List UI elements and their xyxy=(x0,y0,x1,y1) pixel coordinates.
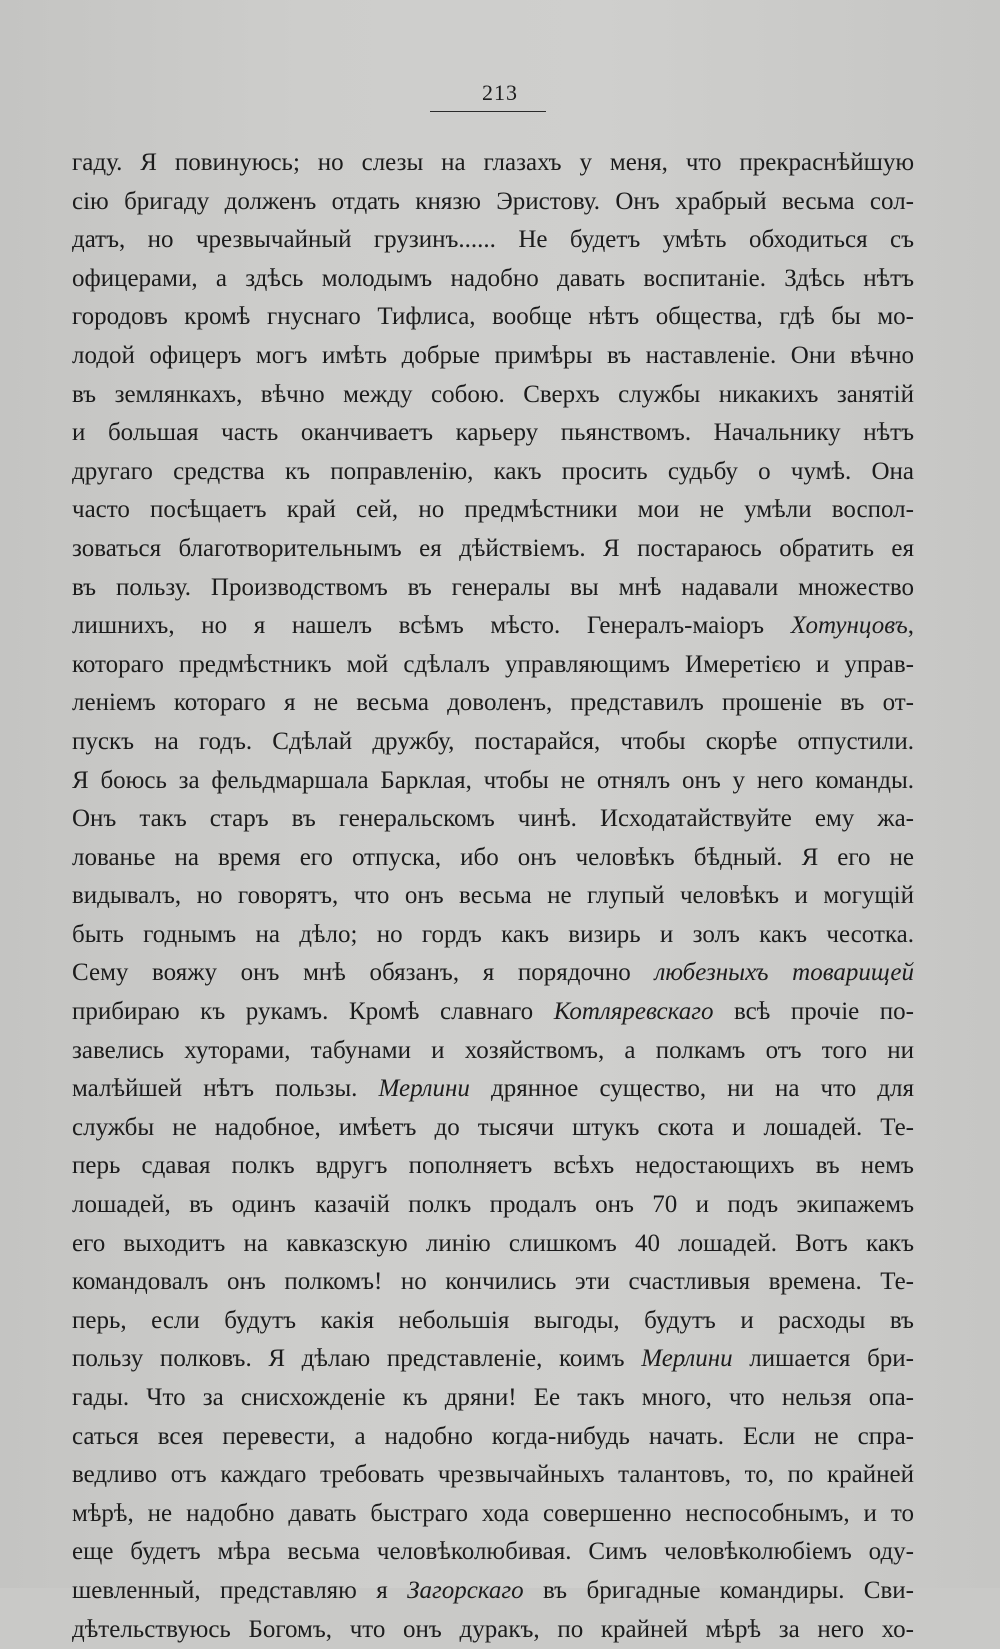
italic-name: Мерлини xyxy=(641,1345,733,1373)
text-segment: прибираю къ рукамъ. Кромѣ славнаго xyxy=(72,998,554,1026)
text-line: въ землянкахъ, вѣчно между собою. Сверхъ службы никакихъ занятій xyxy=(72,380,914,408)
text-line: видывалъ, но говорятъ, что онъ весьма не глупый человѣкъ и могущій xyxy=(72,882,914,910)
text-line: лованье на время его отпуска, ибо онъ человѣкъ бѣдный. Я его не xyxy=(72,843,914,871)
text-line: командовалъ онъ полкомъ! но кончились эти счастливыя времена. Те- xyxy=(72,1268,914,1296)
text-line xyxy=(72,954,914,993)
text-line: офицерами, а здѣсь молодымъ надобно давать воспитаніе. Здѣсь нѣтъ xyxy=(72,264,914,292)
text-line: саться всея перевести, а надобно когда-нибудь начать. Если не спра- xyxy=(72,1422,914,1450)
text-line: пускъ на годъ. Сдѣлай дружбу, постарайся, чтобы скорѣе отпустили. xyxy=(72,727,914,755)
text-line: въ пользу. Производствомъ въ генералы вы мнѣ надавали множество xyxy=(72,573,914,601)
text-segment: Сему вояжу онъ мнѣ обязанъ, я порядочно xyxy=(72,959,655,987)
text-line: ведливо отъ каждаго требовать чрезвычайныхъ талантовъ, то, по крайней xyxy=(72,1461,914,1489)
text-segment: всѣ прочіе по- xyxy=(713,998,914,1026)
text-line: лошадей, въ одинъ казачій полкъ продалъ онъ 70 и подъ экипажемъ xyxy=(72,1191,914,1219)
text-line: и большая часть оканчиваетъ карьеру пьянствомъ. Начальнику нѣтъ xyxy=(72,419,914,447)
text-line: завелись хуторами, табунами и хозяйствомъ, а полкамъ отъ того ни xyxy=(72,1036,914,1064)
text-line xyxy=(72,993,914,1032)
text-line: перь сдавая полкъ вдругъ пополняетъ всѣхъ недостающихъ въ немъ xyxy=(72,1152,914,1180)
text-line: Я боюсь за фельдмаршала Барклая, чтобы не отнялъ онъ у него команды. xyxy=(72,766,914,794)
text-line: перь, если будутъ какія небольшія выгоды, будутъ и расходы въ xyxy=(72,1306,914,1334)
text-line: леніемъ котораго я не весьма доволенъ, представилъ прошеніе въ от- xyxy=(72,689,914,717)
text-line xyxy=(72,1572,914,1611)
text-line: другаго средства къ поправленію, какъ просить судьбу о чумѣ. Она xyxy=(72,457,914,485)
text-segment: въ бригадные командиры. Сви- xyxy=(523,1576,914,1604)
text-line: сію бригаду долженъ отдать князю Эристову. Онъ храбрый весьма сол- xyxy=(72,187,914,215)
italic-name: Загорскаго xyxy=(407,1576,524,1604)
text-segment: лишается бри- xyxy=(732,1345,914,1373)
header-rule xyxy=(430,111,546,112)
page-number: 213 xyxy=(482,80,518,105)
text-segment: дрянное существо, ни на что для xyxy=(469,1075,914,1103)
text-line: котораго предмѣстникъ мой сдѣлалъ управляющимъ Имеретією и управ- xyxy=(72,650,914,678)
text-line: быть годнымъ на дѣло; но гордъ какъ визирь и золъ какъ чесотка. xyxy=(72,920,914,948)
text-line: дѣтельствуюсь Богомъ, что онъ дуракъ, по крайней мѣрѣ за него хо- xyxy=(72,1615,914,1643)
text-segment: , xyxy=(907,612,914,640)
text-segment: пользу полковъ. Я дѣлаю представленіе, коимъ xyxy=(72,1345,642,1373)
text-line: городовъ кромѣ гнуснаго Тифлиса, вообще нѣтъ общества, гдѣ бы мо- xyxy=(72,303,914,331)
text-line: еще будетъ мѣра весьма человѣколюбивая. Симъ человѣколюбіемъ оду- xyxy=(72,1538,914,1566)
text-segment: малѣйшей нѣтъ пользы. xyxy=(72,1075,379,1103)
text-segment: шевленный, представляю я xyxy=(72,1576,408,1604)
text-line: гады. Что за снисхожденіе къ дряни! Ее такъ много, что нельзя опа- xyxy=(72,1384,914,1411)
italic-name: Хотунцовъ xyxy=(790,612,908,640)
text-line: датъ, но чрезвычайный грузинъ...... Не будетъ умѣть обходиться съ xyxy=(72,226,914,254)
text-line: зоваться благотворительнымъ ея дѣйствіемъ. Я постараюсь обратить ея xyxy=(72,534,914,562)
text-line: лодой офицеръ могъ имѣть добрые примѣры въ наставленіе. Они вѣчно xyxy=(72,341,914,369)
text-line xyxy=(72,1340,914,1379)
text-line: гаду. Я повинуюсь; но слезы на глазахъ у меня, что прекраснѣйшую xyxy=(72,149,914,176)
italic-name: Мерлини xyxy=(378,1075,470,1103)
text-line xyxy=(72,607,914,646)
text-segment: лишнихъ, но я нашелъ всѣмъ мѣсто. Генералъ-маіоръ xyxy=(72,612,791,640)
text-line xyxy=(72,1070,914,1109)
italic-name: любезныхъ товарищей xyxy=(654,959,914,987)
text-line: мѣрѣ, не надобно давать быстраго хода совершенно неспособнымъ, и то xyxy=(72,1499,914,1527)
text-line: его выходитъ на кавказскую линію слишкомъ 40 лошадей. Вотъ какъ xyxy=(72,1229,914,1257)
text-line: службы не надобное, имѣетъ до тысячи штукъ скота и лошадей. Те- xyxy=(72,1113,914,1141)
italic-name: Котляревскаго xyxy=(553,998,714,1026)
body-text xyxy=(72,144,914,1649)
text-line: часто посѣщаетъ край сей, но предмѣстники мои не умѣли воспол- xyxy=(72,496,914,524)
text-line: Онъ такъ старъ въ генеральскомъ чинѣ. Исходатайствуйте ему жа- xyxy=(72,805,914,833)
